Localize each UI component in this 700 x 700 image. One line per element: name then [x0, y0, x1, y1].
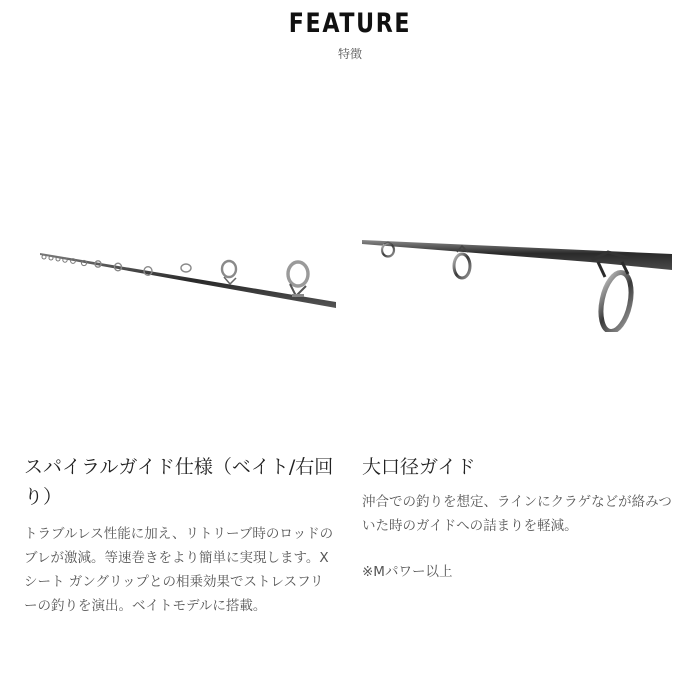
feature-heading: 大口径ガイド [362, 456, 476, 478]
feature-note: ※Mパワー以上 [362, 564, 453, 580]
feature-heading: スパイラルガイド仕様（ベイト/右回り） [24, 456, 334, 508]
feature-large-guide [362, 452, 672, 582]
feature-spiral-guide [24, 452, 334, 618]
feature-description: トラブルレス性能に加え、リトリーブ時のロッドのブレが激減。等速巻きをより簡単に実現します。Xシート ガングリップとの相乗効果でストレスフリーの釣りを演出。ベイトモデルに搭載。 [24, 526, 334, 614]
large-guide-rod-image [360, 222, 672, 332]
section-subtitle: 特徴 [337, 47, 362, 61]
spiral-guide-rod-image [24, 222, 336, 332]
section-title: FEATURE [288, 8, 412, 39]
feature-description: 沖合での釣りを想定、ラインにクラゲなどが絡みついた時のガイドへの詰まりを軽減。 [362, 494, 672, 534]
feature-header [0, 8, 700, 62]
